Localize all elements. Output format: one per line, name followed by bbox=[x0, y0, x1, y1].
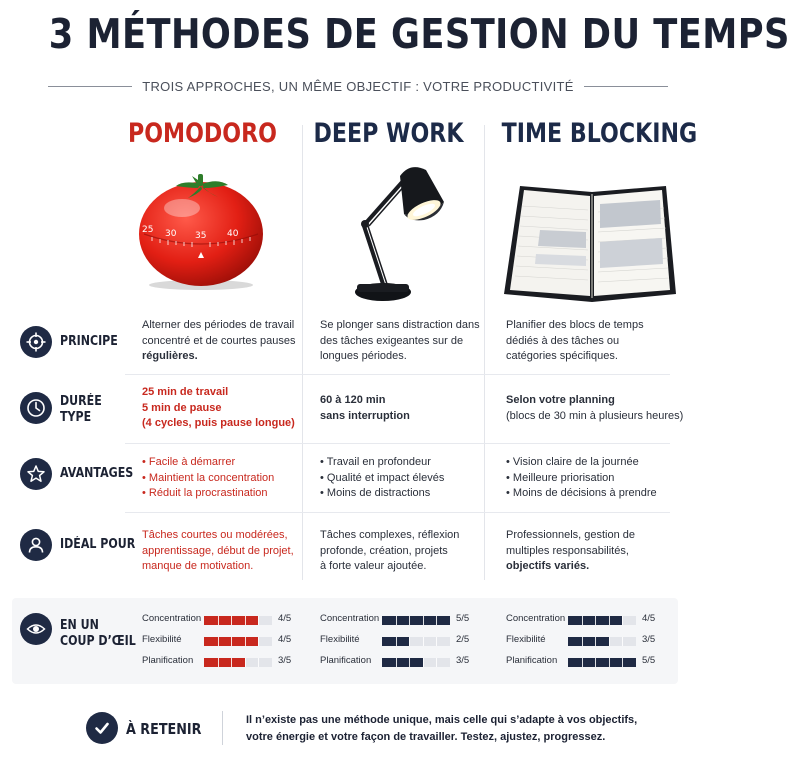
row-divider-1 bbox=[125, 374, 670, 375]
glance-rating-segment-divider bbox=[409, 637, 410, 646]
glance-rating-planification bbox=[506, 655, 671, 669]
glance-rating-score: 3/5 bbox=[456, 655, 470, 666]
glance-rating-bar bbox=[382, 616, 450, 625]
glance-rating-label: Planification bbox=[320, 655, 372, 666]
avantages-pomodoro-item: • Maintient la concentration bbox=[142, 471, 302, 487]
avantages-deep-work-item: • Moins de distractions bbox=[320, 486, 484, 502]
footer-text bbox=[246, 712, 646, 746]
glance-rating-segment-divider bbox=[409, 658, 410, 667]
glance-rating-score: 4/5 bbox=[278, 613, 292, 624]
glance-rating-bar bbox=[204, 658, 272, 667]
avantages-pomodoro-item: • Réduit la procrastination bbox=[142, 486, 302, 502]
ideal-deep-work bbox=[320, 528, 484, 575]
glance-rating-segment-divider bbox=[582, 637, 583, 646]
principe-deep-work-line3: longues périodes. bbox=[320, 350, 407, 362]
ideal-deep-work-line3: à forte valeur ajoutée. bbox=[320, 560, 427, 572]
ideal-pomodoro-line3: manque de motivation. bbox=[142, 560, 254, 572]
glance-rating-segment-divider bbox=[423, 616, 424, 625]
ideal-pomodoro-line1: Tâches courtes ou modérées, bbox=[142, 529, 288, 541]
footer-text-line2: votre énergie et votre façon de travailler. Testez, ajustez, progressez. bbox=[246, 731, 606, 743]
glance-rating-segment-divider bbox=[231, 616, 232, 625]
duree-deep-work-line1: 60 à 120 min bbox=[320, 394, 386, 406]
glance-rating-label: Concentration bbox=[506, 613, 566, 624]
glance-rating-score: 4/5 bbox=[642, 613, 656, 624]
glance-rating-segment-divider bbox=[582, 616, 583, 625]
timer-tick-25: 25 bbox=[142, 225, 154, 235]
principe-deep-work-line2: des tâches exigeantes sur de bbox=[320, 334, 464, 347]
ideal-time-blocking-line2: multiples responsabilités, bbox=[506, 544, 629, 557]
glance-rating-planification bbox=[320, 655, 485, 669]
user-icon bbox=[20, 529, 52, 561]
glance-rating-fill bbox=[204, 658, 245, 667]
row-label-duree: DURÉE bbox=[60, 394, 102, 409]
page-title: 3 MÉTHODES DE GESTION DU TEMPS bbox=[48, 10, 790, 58]
duree-deep-work bbox=[320, 393, 484, 424]
avantages-time-blocking-item: • Meilleure priorisation bbox=[506, 471, 686, 487]
glance-rating-fill bbox=[568, 637, 609, 646]
subtitle-rule-left bbox=[48, 86, 132, 87]
timer-tick-30: 30 bbox=[165, 229, 177, 239]
check-icon bbox=[86, 712, 118, 744]
principe-deep-work bbox=[320, 318, 484, 365]
glance-rating-label: Concentration bbox=[142, 613, 202, 624]
row-label-avantages: AVANTAGES bbox=[60, 466, 134, 481]
glance-rating-bar bbox=[204, 616, 272, 625]
glance-rating-flexibilite bbox=[142, 634, 307, 648]
principe-pomodoro-line2: concentré et de courtes pauses bbox=[142, 334, 296, 347]
glance-rating-segment-divider bbox=[258, 658, 259, 667]
ideal-pomodoro-line2: apprentissage, début de projet, bbox=[142, 544, 294, 557]
ideal-time-blocking bbox=[506, 528, 676, 575]
glance-rating-segment-divider bbox=[423, 637, 424, 646]
column-title-pomodoro: POMODORO bbox=[128, 118, 277, 149]
glance-rating-segment-divider bbox=[396, 637, 397, 646]
glance-rating-score: 3/5 bbox=[642, 634, 656, 645]
glance-rating-fill bbox=[382, 658, 423, 667]
glance-rating-segment-divider bbox=[595, 616, 596, 625]
glance-rating-concentration bbox=[142, 613, 307, 627]
target-icon bbox=[20, 326, 52, 358]
row-label-ideal-pour: IDÉAL POUR bbox=[60, 537, 136, 552]
desk-lamp-illustration bbox=[340, 158, 452, 304]
glance-rating-flexibilite bbox=[506, 634, 671, 648]
glance-rating-planification bbox=[142, 655, 307, 669]
glance-rating-fill bbox=[382, 616, 450, 625]
duree-time-blocking-line1: Selon votre planning bbox=[506, 394, 615, 406]
glance-rating-segment-divider bbox=[622, 637, 623, 646]
glance-rating-segment-divider bbox=[218, 658, 219, 667]
ideal-deep-work-line2: profonde, création, projets bbox=[320, 544, 448, 557]
principe-pomodoro bbox=[142, 318, 302, 365]
duree-time-blocking-line2: (blocs de 30 min à plusieurs heures) bbox=[506, 409, 684, 422]
duree-pomodoro bbox=[142, 385, 302, 432]
glance-rating-segment-divider bbox=[245, 637, 246, 646]
glance-rating-label: Flexibilité bbox=[320, 634, 360, 645]
timer-tick-40: 40 bbox=[227, 229, 239, 239]
glance-rating-segment-divider bbox=[595, 658, 596, 667]
glance-rating-bar bbox=[568, 658, 636, 667]
row-label-glance bbox=[60, 618, 136, 650]
glance-rating-bar bbox=[568, 616, 636, 625]
duree-pomodoro-line3: (4 cycles, puis pause longue) bbox=[142, 417, 295, 429]
glance-rating-label: Planification bbox=[142, 655, 194, 666]
glance-rating-segment-divider bbox=[609, 658, 610, 667]
glance-rating-segment-divider bbox=[409, 616, 410, 625]
duree-time-blocking bbox=[506, 393, 686, 424]
glance-rating-segment-divider bbox=[436, 616, 437, 625]
glance-rating-segment-divider bbox=[622, 658, 623, 667]
row-label-duree-type bbox=[60, 394, 102, 426]
footer-divider bbox=[222, 711, 223, 745]
avantages-time-blocking bbox=[506, 455, 686, 502]
glance-rating-label: Planification bbox=[506, 655, 558, 666]
glance-rating-segment-divider bbox=[218, 637, 219, 646]
glance-rating-label: Concentration bbox=[320, 613, 380, 624]
avantages-time-blocking-item: • Vision claire de la journée bbox=[506, 455, 686, 471]
row-divider-3 bbox=[125, 512, 670, 513]
glance-rating-segment-divider bbox=[231, 658, 232, 667]
subtitle-rule-right bbox=[584, 86, 668, 87]
row-label-glance-line2: COUP D’ŒIL bbox=[60, 634, 136, 649]
row-label-principe: PRINCIPE bbox=[60, 334, 118, 349]
avantages-deep-work bbox=[320, 455, 484, 502]
ideal-pomodoro bbox=[142, 528, 302, 575]
glance-rating-segment-divider bbox=[582, 658, 583, 667]
glance-rating-segment-divider bbox=[595, 637, 596, 646]
planner-notebook-illustration bbox=[500, 182, 680, 304]
glance-rating-segment-divider bbox=[245, 616, 246, 625]
avantages-deep-work-item: • Travail en profondeur bbox=[320, 455, 484, 471]
tomato-timer-illustration bbox=[132, 172, 270, 290]
timer-tick-35: 35 bbox=[195, 231, 207, 241]
ideal-deep-work-line1: Tâches complexes, réflexion bbox=[320, 529, 460, 541]
glance-rating-segment-divider bbox=[258, 616, 259, 625]
glance-rating-score: 5/5 bbox=[456, 613, 470, 624]
avantages-pomodoro-item: • Facile à démarrer bbox=[142, 455, 302, 471]
glance-rating-segment-divider bbox=[396, 616, 397, 625]
ideal-time-blocking-line1: Professionnels, gestion de bbox=[506, 529, 636, 541]
glance-rating-segment-divider bbox=[423, 658, 424, 667]
column-title-time-blocking: TIME BLOCKING bbox=[501, 118, 698, 149]
row-label-type: TYPE bbox=[60, 410, 92, 425]
principe-time-blocking-line3: catégories spécifiques. bbox=[506, 350, 618, 362]
subtitle-row bbox=[48, 76, 668, 96]
principe-time-blocking-line1: Planifier des blocs de temps bbox=[506, 319, 644, 331]
principe-time-blocking-line2: dédiés à des tâches ou bbox=[506, 334, 620, 347]
row-divider-2 bbox=[125, 443, 670, 444]
clock-icon bbox=[20, 392, 52, 424]
avantages-pomodoro bbox=[142, 455, 302, 502]
glance-rating-score: 3/5 bbox=[278, 655, 292, 666]
glance-rating-fill bbox=[568, 658, 636, 667]
row-label-glance-line1: EN UN bbox=[60, 618, 99, 633]
glance-rating-score: 4/5 bbox=[278, 634, 292, 645]
principe-time-blocking bbox=[506, 318, 676, 365]
glance-rating-score: 5/5 bbox=[642, 655, 656, 666]
star-icon bbox=[20, 458, 52, 490]
glance-rating-label: Flexibilité bbox=[142, 634, 182, 645]
glance-rating-score: 2/5 bbox=[456, 634, 470, 645]
glance-rating-segment-divider bbox=[622, 616, 623, 625]
glance-rating-segment-divider bbox=[396, 658, 397, 667]
eye-icon bbox=[20, 613, 52, 645]
footer-label: À RETENIR bbox=[126, 720, 202, 738]
glance-rating-segment-divider bbox=[218, 616, 219, 625]
glance-rating-bar bbox=[382, 658, 450, 667]
glance-rating-segment-divider bbox=[258, 637, 259, 646]
principe-pomodoro-line1: Alterner des périodes de travail bbox=[142, 319, 295, 331]
glance-rating-flexibilite bbox=[320, 634, 485, 648]
avantages-deep-work-item: • Qualité et impact élevés bbox=[320, 471, 484, 487]
duree-pomodoro-line2: 5 min de pause bbox=[142, 401, 222, 414]
duree-deep-work-line2: sans interruption bbox=[320, 409, 410, 422]
footer-text-line1: Il n’existe pas une méthode unique, mais celle qui s’adapte à vos objectifs, bbox=[246, 714, 638, 726]
glance-rating-segment-divider bbox=[231, 637, 232, 646]
principe-pomodoro-line3: régulières. bbox=[142, 350, 198, 362]
page-subtitle: TROIS APPROCHES, UN MÊME OBJECTIF : VOTRE PRODUCTIVITÉ bbox=[142, 78, 574, 94]
avantages-time-blocking-item: • Moins de décisions à prendre bbox=[506, 486, 686, 502]
glance-rating-segment-divider bbox=[609, 616, 610, 625]
glance-rating-bar bbox=[568, 637, 636, 646]
column-title-deep-work: DEEP WORK bbox=[313, 118, 464, 149]
glance-rating-segment-divider bbox=[436, 658, 437, 667]
glance-rating-segment-divider bbox=[436, 637, 437, 646]
glance-rating-concentration bbox=[506, 613, 671, 627]
duree-pomodoro-line1: 25 min de travail bbox=[142, 386, 229, 398]
ideal-time-blocking-line3: objectifs variés. bbox=[506, 560, 590, 572]
glance-rating-segment-divider bbox=[609, 637, 610, 646]
glance-rating-label: Flexibilité bbox=[506, 634, 546, 645]
principe-deep-work-line1: Se plonger sans distraction dans bbox=[320, 319, 480, 331]
glance-rating-segment-divider bbox=[245, 658, 246, 667]
glance-rating-concentration bbox=[320, 613, 485, 627]
glance-rating-bar bbox=[204, 637, 272, 646]
glance-rating-bar bbox=[382, 637, 450, 646]
